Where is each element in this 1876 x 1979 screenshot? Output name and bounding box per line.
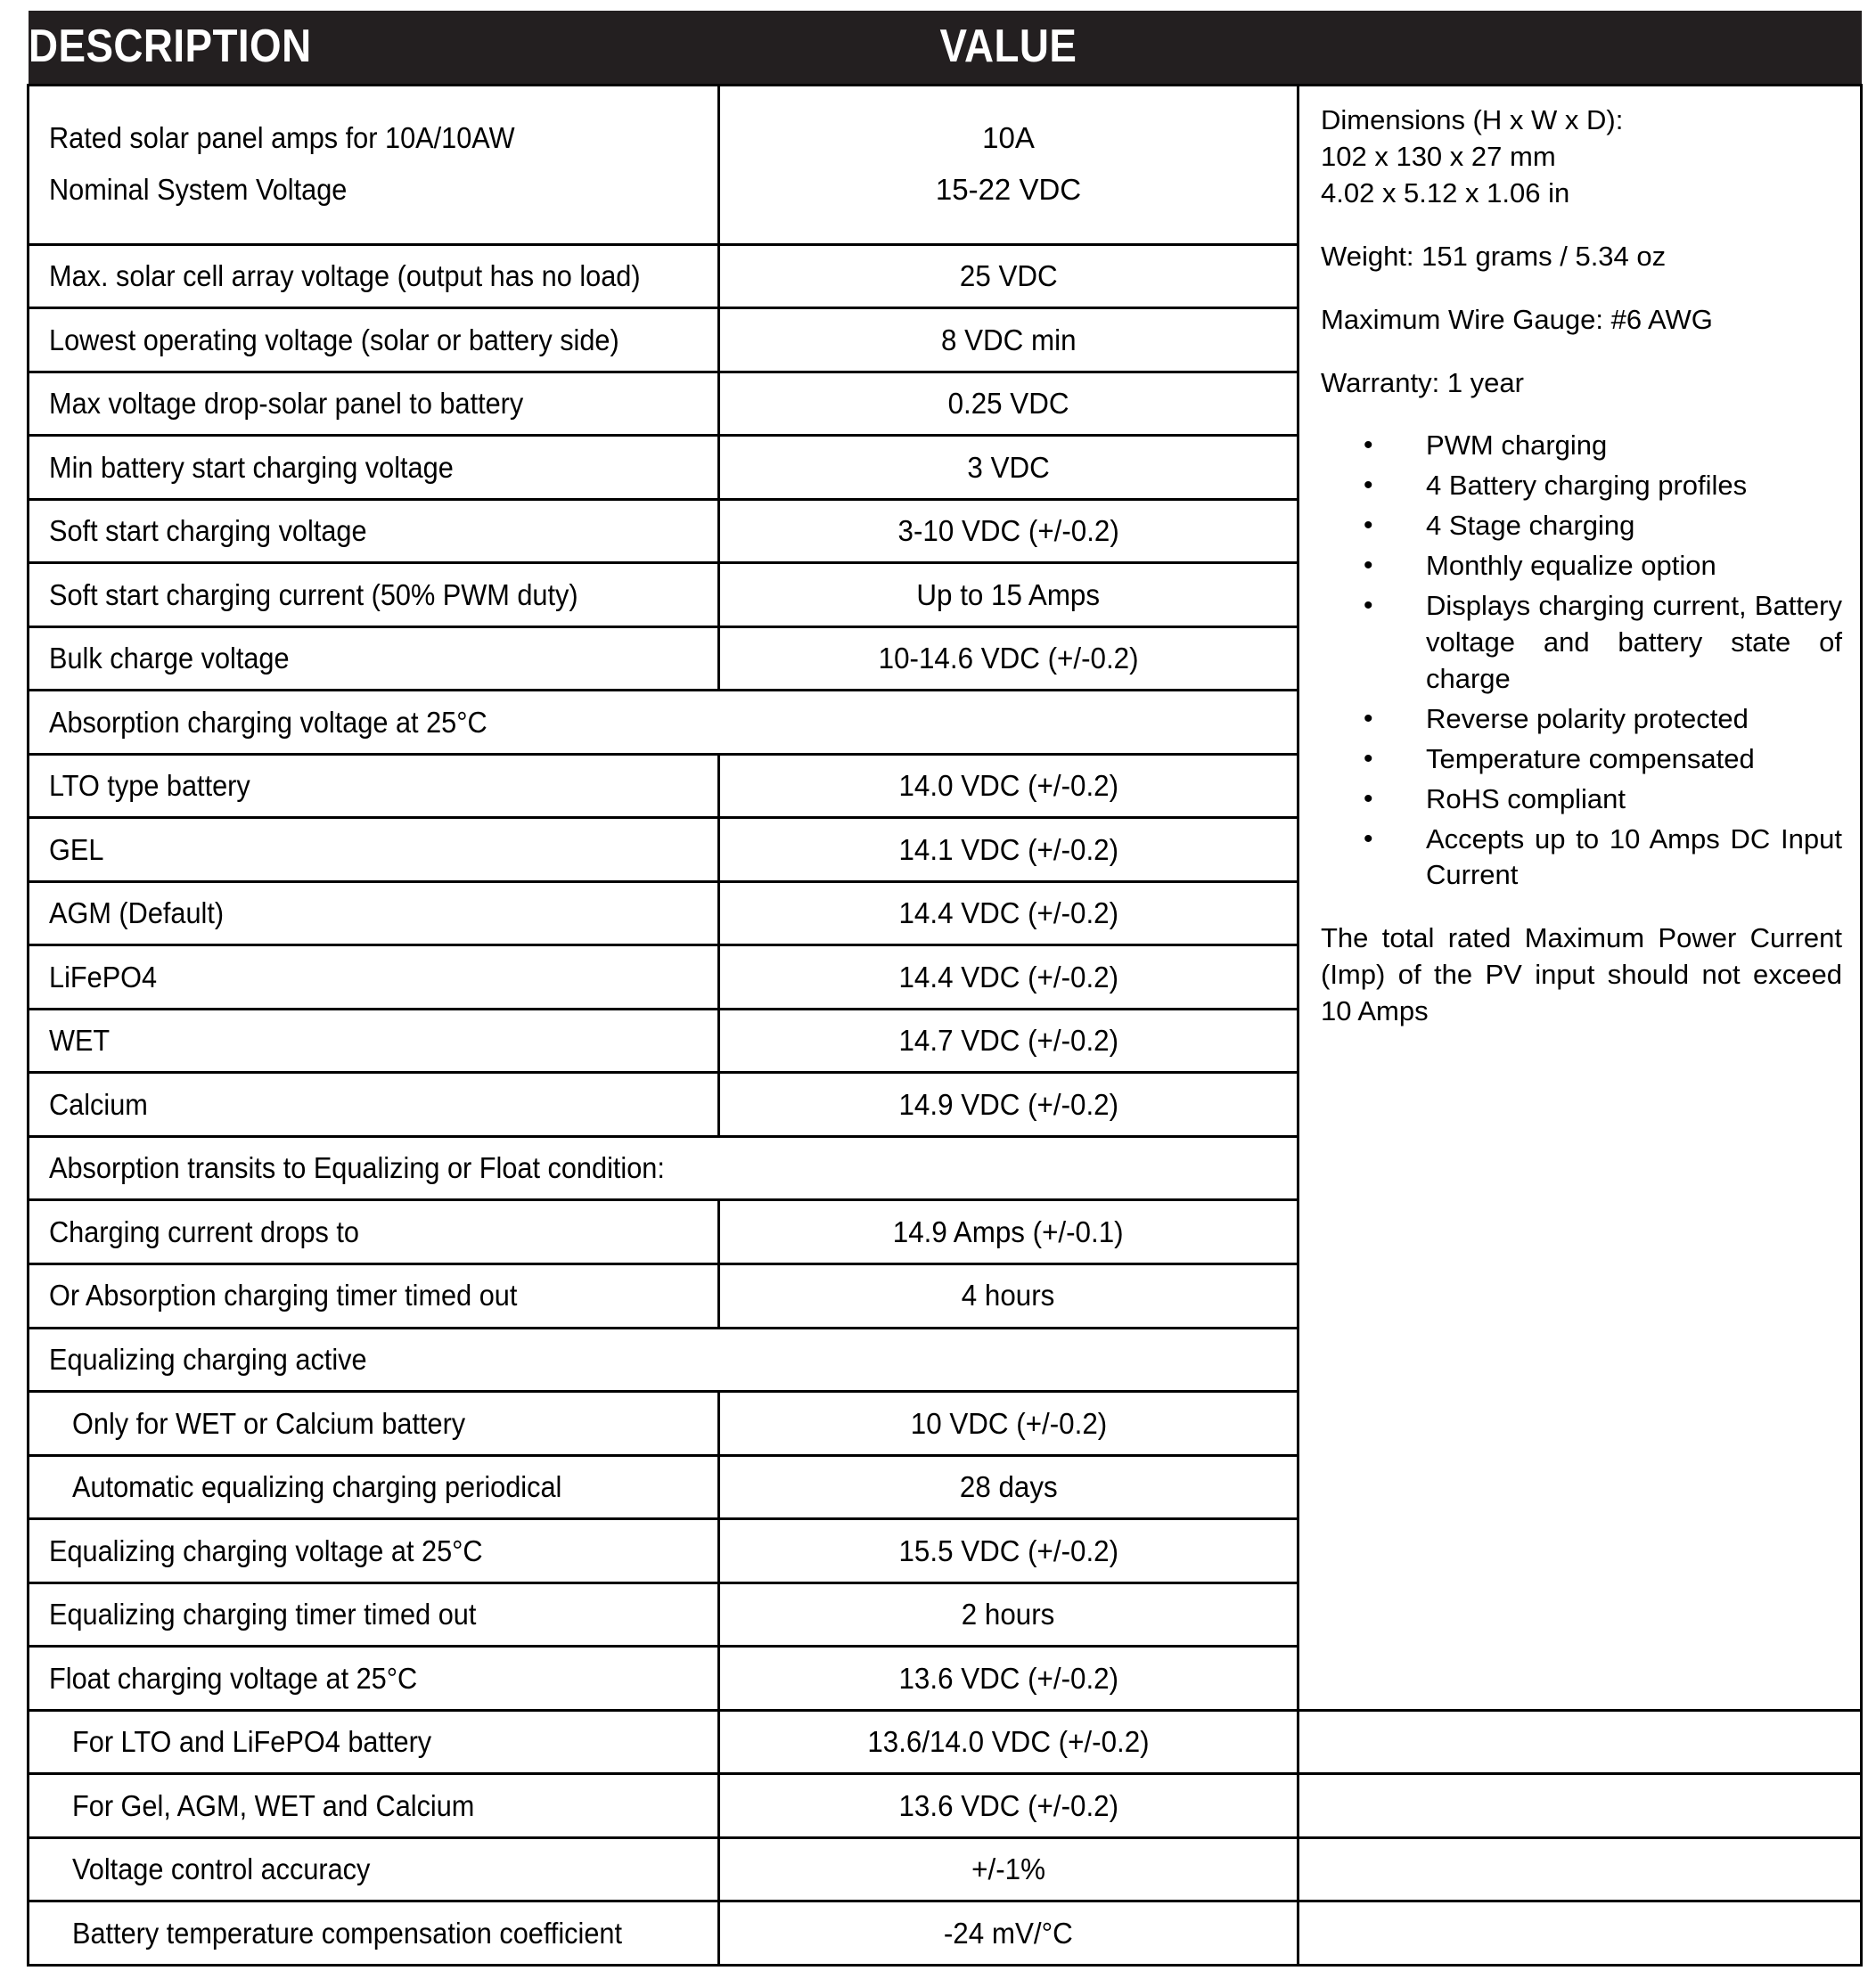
- description-header-label: DESCRIPTION: [28, 20, 312, 72]
- value-cell: [719, 626, 1298, 691]
- specification-table: [27, 11, 1863, 1967]
- value-text: 14.4 VDC (+/-0.2): [898, 896, 1118, 930]
- value-cell: [719, 1392, 1298, 1456]
- description-text: Lowest operating voltage (solar or battery side): [49, 323, 619, 356]
- list-item: [1321, 741, 1842, 778]
- description-cell: [29, 308, 719, 372]
- description-cell: [29, 1009, 719, 1073]
- value-text: 10-14.6 VDC (+/-0.2): [878, 642, 1139, 675]
- value-text: 15.5 VDC (+/-0.2): [898, 1533, 1118, 1567]
- value-text: 8 VDC min: [940, 323, 1077, 356]
- description-cell: [29, 626, 719, 691]
- value-cell: [719, 1774, 1298, 1838]
- description-text: WET: [49, 1024, 111, 1058]
- feature-text: 4 Stage charging: [1426, 510, 1635, 542]
- feature-text: 4 Battery charging profiles: [1426, 470, 1748, 502]
- bullet-icon: •: [1364, 703, 1373, 733]
- list-item: [1321, 508, 1842, 544]
- value-text: 28 days: [959, 1470, 1058, 1504]
- description-cell: [29, 1774, 719, 1838]
- list-item: [1321, 548, 1842, 585]
- feature-text: Reverse polarity protected: [1426, 702, 1749, 734]
- list-item: [1321, 781, 1842, 818]
- section-heading-cell: [29, 1136, 1298, 1200]
- description-cell: [29, 563, 719, 627]
- feature-text: RoHS compliant: [1426, 782, 1626, 814]
- bullet-icon: •: [1364, 743, 1373, 773]
- value-text: 13.6 VDC (+/-0.2): [898, 1788, 1118, 1822]
- list-item: [1321, 468, 1842, 504]
- table-row: [29, 1774, 1862, 1838]
- description-cell: [29, 1073, 719, 1137]
- column-header-sidepanel-blank: [1298, 11, 1862, 86]
- bullet-icon: •: [1364, 511, 1373, 541]
- value-text: 10 VDC (+/-0.2): [910, 1406, 1107, 1440]
- value-text: 14.4 VDC (+/-0.2): [898, 960, 1118, 994]
- description-text: Or Absorption charging timer timed out: [49, 1279, 518, 1313]
- value-cell: [719, 1647, 1298, 1711]
- value-text: Up to 15 Amps: [916, 577, 1101, 611]
- section-heading-text: Absorption transits to Equalizing or Float condition:: [49, 1151, 665, 1185]
- section-heading-text: Equalizing charging active: [49, 1343, 367, 1376]
- value-cell: [719, 86, 1298, 245]
- description-text: Soft start charging voltage: [49, 514, 367, 548]
- value-cell: [719, 499, 1298, 563]
- value-cell: [719, 1073, 1298, 1137]
- description-text: Only for WET or Calcium battery: [72, 1406, 466, 1440]
- bullet-icon: •: [1364, 591, 1373, 621]
- description-cell: [29, 499, 719, 563]
- table-row: [29, 1837, 1862, 1901]
- description-text: Charging current drops to: [49, 1214, 360, 1248]
- description-cell: [29, 754, 719, 818]
- description-text: For Gel, AGM, WET and Calcium: [72, 1788, 475, 1822]
- description-cell: [29, 1392, 719, 1456]
- description-text: Equalizing charging voltage at 25°C: [49, 1533, 483, 1567]
- table-row: [29, 86, 1862, 245]
- value-cell: [719, 563, 1298, 627]
- description-cell: [29, 1647, 719, 1711]
- value-text: +/-1%: [971, 1852, 1045, 1886]
- description-text: Calcium: [49, 1087, 148, 1121]
- value-text: 13.6 VDC (+/-0.2): [898, 1661, 1118, 1695]
- value-text: -24 mV/°C: [944, 1916, 1073, 1950]
- feature-text: Monthly equalize option: [1426, 550, 1716, 582]
- value-header-label: VALUE: [939, 20, 1077, 72]
- value-cell: [719, 1582, 1298, 1647]
- description-cell: [29, 1582, 719, 1647]
- description-text: Automatic equalizing charging periodical: [72, 1470, 562, 1504]
- value-cell: [719, 1837, 1298, 1901]
- table-row: [29, 1710, 1862, 1774]
- value-cell: [719, 945, 1298, 1010]
- description-cell: [29, 1200, 719, 1264]
- description-text: Max. solar cell array voltage (output has no load): [49, 258, 641, 292]
- bullet-icon: •: [1364, 551, 1373, 581]
- value-cell: [719, 1710, 1298, 1774]
- bullet-icon: •: [1364, 783, 1373, 814]
- side-blank-cell: [1298, 1837, 1862, 1901]
- value-cell: [719, 1901, 1298, 1966]
- description-cell: [29, 1837, 719, 1901]
- description-text: Nominal System Voltage: [49, 172, 348, 206]
- wire-gauge-line: Maximum Wire Gauge: #6 AWG: [1321, 303, 1713, 335]
- feature-text: Temperature compensated: [1426, 742, 1755, 774]
- side-info-panel: [1298, 86, 1862, 1711]
- value-cell: [719, 1455, 1298, 1519]
- column-header-description: [29, 11, 719, 86]
- bullet-icon: •: [1364, 430, 1373, 461]
- description-text: Voltage control accuracy: [72, 1852, 371, 1886]
- description-text: Battery temperature compensation coefficient: [72, 1916, 622, 1950]
- description-text: Soft start charging current (50% PWM duty): [49, 577, 578, 611]
- description-cell: [29, 945, 719, 1010]
- description-cell: [29, 1901, 719, 1966]
- list-item: [1321, 701, 1842, 738]
- list-item: [1321, 822, 1842, 895]
- side-blank-cell: [1298, 1774, 1862, 1838]
- value-cell: [719, 818, 1298, 882]
- warranty-line: Warranty: 1 year: [1321, 366, 1524, 398]
- section-heading-cell: [29, 1328, 1298, 1392]
- description-text: LTO type battery: [49, 769, 250, 803]
- weight-line: Weight: 151 grams / 5.34 oz: [1321, 240, 1667, 272]
- column-header-value: [719, 11, 1298, 86]
- value-text: 0.25 VDC: [947, 387, 1069, 421]
- side-blank-cell: [1298, 1710, 1862, 1774]
- dimensions-block: [1321, 102, 1842, 212]
- value-text: 14.0 VDC (+/-0.2): [898, 769, 1118, 803]
- dimensions-line: 4.02 x 5.12 x 1.06 in: [1321, 176, 1570, 209]
- side-blank-cell: [1298, 1901, 1862, 1966]
- value-cell: [719, 372, 1298, 436]
- description-text: AGM (Default): [49, 896, 225, 930]
- value-text: 15-22 VDC: [935, 172, 1082, 206]
- value-cell: [719, 1519, 1298, 1583]
- description-text: Float charging voltage at 25°C: [49, 1661, 418, 1695]
- value-text: 14.9 Amps (+/-0.1): [893, 1214, 1124, 1248]
- description-cell: [29, 1519, 719, 1583]
- value-cell: [719, 881, 1298, 945]
- value-cell: [719, 1264, 1298, 1329]
- value-cell: [719, 244, 1298, 308]
- table-header-row: [29, 11, 1862, 86]
- value-text: 14.1 VDC (+/-0.2): [898, 832, 1118, 866]
- description-text: Max voltage drop-solar panel to battery: [49, 387, 524, 421]
- description-cell: [29, 436, 719, 500]
- value-text: 4 hours: [962, 1279, 1055, 1313]
- description-text: For LTO and LiFePO4 battery: [72, 1725, 432, 1759]
- value-cell: [719, 1009, 1298, 1073]
- description-text: Bulk charge voltage: [49, 642, 290, 675]
- description-cell: [29, 881, 719, 945]
- description-cell: [29, 1264, 719, 1329]
- bullet-icon: •: [1364, 470, 1373, 501]
- section-heading-cell: [29, 691, 1298, 755]
- table-body: [29, 86, 1862, 1966]
- feature-text: Displays charging current, Battery voltage and battery state of charge: [1426, 590, 1842, 694]
- value-cell: [719, 754, 1298, 818]
- feature-text: PWM charging: [1426, 429, 1608, 462]
- value-text: 25 VDC: [959, 258, 1058, 292]
- dimensions-line: 102 x 130 x 27 mm: [1321, 140, 1556, 172]
- description-cell: [29, 244, 719, 308]
- value-text: 2 hours: [962, 1598, 1055, 1631]
- description-text: Equalizing charging timer timed out: [49, 1598, 477, 1631]
- section-heading-text: Absorption charging voltage at 25°C: [49, 705, 487, 739]
- value-text: 14.9 VDC (+/-0.2): [898, 1087, 1118, 1121]
- description-text: Rated solar panel amps for 10A/10AW: [49, 121, 515, 155]
- description-text: LiFePO4: [49, 960, 158, 994]
- value-text: 3 VDC: [967, 450, 1050, 484]
- description-cell: [29, 372, 719, 436]
- value-text: 10A: [982, 121, 1035, 155]
- description-cell: [29, 1710, 719, 1774]
- list-item: [1321, 428, 1842, 464]
- value-text: 3-10 VDC (+/-0.2): [897, 514, 1119, 548]
- dimensions-line: Dimensions (H x W x D):: [1321, 104, 1624, 135]
- feature-text: Accepts up to 10 Amps DC Input Current: [1426, 822, 1842, 891]
- bullet-icon: •: [1364, 823, 1373, 854]
- value-cell: [719, 308, 1298, 372]
- list-item: [1321, 588, 1842, 698]
- table-row: [29, 1901, 1862, 1966]
- value-cell: [719, 436, 1298, 500]
- description-text: Min battery start charging voltage: [49, 450, 454, 484]
- value-text: 14.7 VDC (+/-0.2): [898, 1024, 1118, 1058]
- value-text: 13.6/14.0 VDC (+/-0.2): [867, 1725, 1150, 1759]
- description-text: GEL: [49, 832, 104, 866]
- description-cell: [29, 86, 719, 245]
- description-cell: [29, 1455, 719, 1519]
- max-power-note: The total rated Maximum Power Current (Imp) of the PV input should not exceed 10 Amps: [1321, 922, 1842, 1027]
- description-cell: [29, 818, 719, 882]
- value-cell: [719, 1200, 1298, 1264]
- features-list: [1321, 428, 1842, 894]
